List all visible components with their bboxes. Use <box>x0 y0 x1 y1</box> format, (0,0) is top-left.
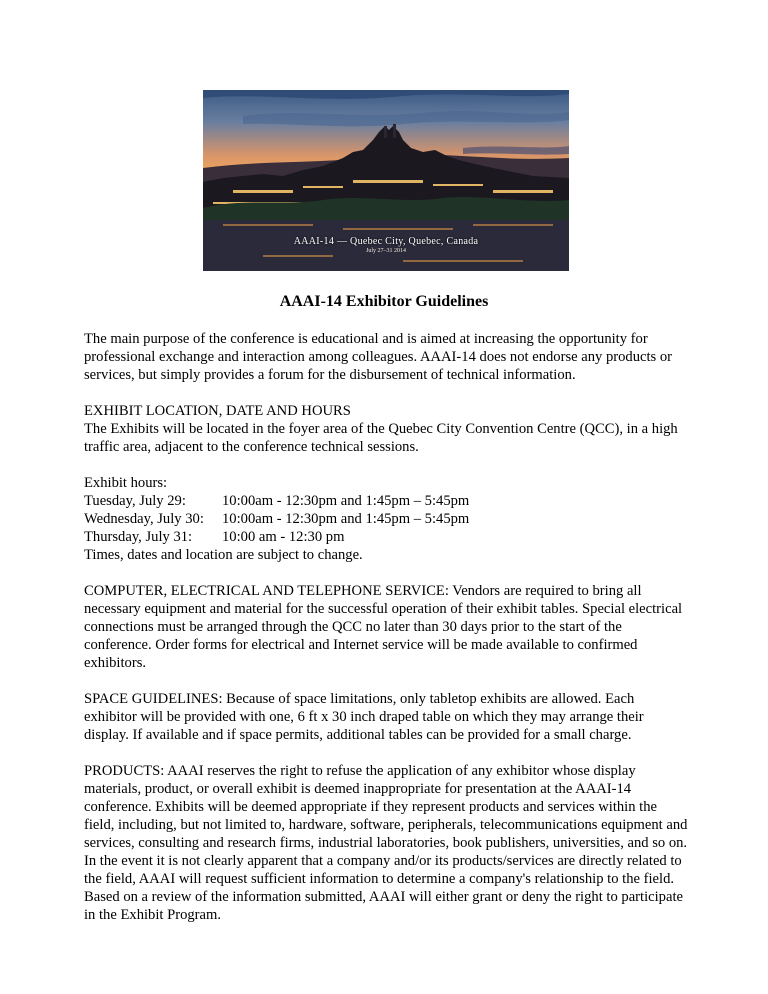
hours-day: Wednesday, July 30: <box>84 511 204 527</box>
banner-title: AAAI-14 — Quebec City, Quebec, Canada <box>293 236 479 247</box>
banner-dates: July 27–31 2014 <box>365 248 406 254</box>
products-paragraph: PRODUCTS: AAAI reserves the right to refuse the application of any exhibitor whose display materials, product, or overall exhibit is deemed inappropriate for presentation at the AAAI-14 conference. Exhibits will be deemed appropriate if they represent products and services within the field, including, but not limited to, hardware, software, peripherals, telecommunications equipment and services, consulting and research firms, industrial laboratories, book publishers, universities, and so on. In the event it is not clearly apparent that a company and/or its products/services are directly related to the field, AAAI will request sufficient information to determine a company's relationship to the field. Based on a review of the information submitted, AAAI will either grant or deny the right to participate in the Exhibit Program. <box>84 763 688 923</box>
space-guidelines-paragraph: SPACE GUIDELINES: Because of space limitations, only tabletop exhibits are allowed. Each exhibitor will be provided with one, 6 ft x 30 inch draped table on which they may arrange their display. If available and if space permits, additional tables can be provided for a small charge. <box>84 691 644 743</box>
hours-time: 10:00am - 12:30pm and 1:45pm – 5:45pm <box>222 493 470 509</box>
hours-section <box>84 474 688 564</box>
hours-row <box>84 493 469 509</box>
quebec-city-banner-image <box>203 90 569 271</box>
hours-time: 10:00 am - 12:30 pm <box>222 529 345 545</box>
hours-time: 10:00am - 12:30pm and 1:45pm – 5:45pm <box>222 511 470 527</box>
hours-day: Tuesday, July 29: <box>84 493 186 509</box>
page-title: AAAI-14 Exhibitor Guidelines <box>279 293 489 310</box>
hours-note: Times, dates and location are subject to change. <box>84 547 363 563</box>
hours-row <box>84 511 469 527</box>
hours-label: Exhibit hours: <box>84 475 168 491</box>
computer-service-paragraph: COMPUTER, ELECTRICAL AND TELEPHONE SERVICE: Vendors are required to bring all necessary equipment and material for the successful operation of their exhibit tables. Special electrical connections must be arranged through the QCC no later than 30 days prior to the start of the conference. Order forms for electrical and Internet service will be made available to confirmed exhibitors. <box>84 583 683 671</box>
document-body <box>84 330 688 942</box>
intro-paragraph: The main purpose of the conference is educational and is aimed at increasing the opportunity for professional exchange and interaction among colleagues. AAAI-14 does not endorse any products or services, but simply provides a forum for the disbursement of technical information. <box>84 331 673 383</box>
hours-row <box>84 529 344 545</box>
location-text: The Exhibits will be located in the foyer area of the Quebec City Convention Centre (QCC), in a high traffic area, adjacent to the conference technical sessions. <box>84 421 678 455</box>
location-heading: EXHIBIT LOCATION, DATE AND HOURS <box>84 403 351 419</box>
hours-day: Thursday, July 31: <box>84 529 193 545</box>
location-section <box>84 402 688 456</box>
